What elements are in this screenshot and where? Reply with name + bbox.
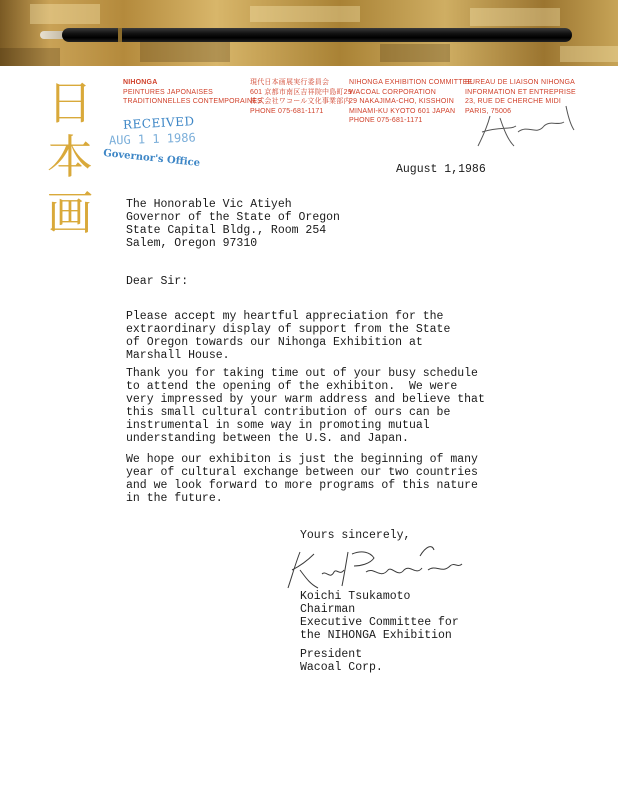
signer-name: Koichi Tsukamoto bbox=[300, 590, 411, 603]
signer-title: Chairman bbox=[300, 603, 356, 616]
letterhead-column-committee bbox=[349, 78, 472, 126]
paragraph-line: in the future. bbox=[126, 492, 223, 505]
corporate-name: Wacoal Corp. bbox=[300, 661, 383, 674]
letterhead-line: WACOAL CORPORATION bbox=[349, 88, 436, 96]
signer-committee-line2: the NIHONGA Exhibition bbox=[300, 629, 452, 642]
paragraph-line: year of cultural exchange between our two countries bbox=[126, 466, 478, 479]
letterhead-line: 株式会社ワコール文化事業部内 bbox=[250, 98, 351, 105]
letterhead-line: BUREAU DE LIAISON NIHONGA bbox=[465, 79, 576, 86]
paragraph-line: to attend the opening of the exhibiton. We were bbox=[126, 380, 458, 393]
paragraph-hope bbox=[126, 453, 526, 505]
paragraph-line: extraordinary display of support from the State bbox=[126, 323, 451, 336]
paragraph-line: Please accept my heartful appreciation for the bbox=[126, 310, 444, 323]
handwritten-signature bbox=[270, 540, 470, 595]
letterhead-line: 29 NAKAJIMA-CHO, KISSHOIN bbox=[349, 98, 454, 105]
calligraphy-brush bbox=[62, 28, 572, 42]
paragraph-appreciation bbox=[126, 310, 526, 362]
letterhead-line: 601 京都市南区吉祥院中島町29 bbox=[250, 88, 352, 96]
paragraph-line: of Oregon towards our Nihonga Exhibition at bbox=[126, 336, 423, 349]
letterhead-line: 23, RUE DE CHERCHE MIDI bbox=[465, 98, 562, 105]
kanji-ga: 画 bbox=[47, 186, 93, 240]
address-line: The Honorable Vic Atiyeh bbox=[126, 198, 292, 211]
corporate-title: President bbox=[300, 648, 363, 661]
letterhead-line: MINAMI-KU KYOTO 601 JAPAN bbox=[349, 107, 456, 115]
received-stamp: RECEIVED bbox=[122, 114, 195, 132]
signer-committee: Executive Committee for bbox=[300, 616, 459, 629]
address-line: Governor of the State of Oregon bbox=[126, 211, 340, 224]
received-stamp-date: AUG 1 1 1986 bbox=[108, 130, 196, 148]
signer-block bbox=[300, 590, 459, 642]
kanji-nichi: 日 bbox=[47, 76, 93, 130]
paragraph-thanks bbox=[126, 367, 526, 445]
letterhead-line: PHONE 075-681-1171 bbox=[250, 107, 324, 115]
salutation: Dear Sir: bbox=[126, 275, 189, 288]
paragraph-line: this small cultural contribution of ours can be bbox=[126, 406, 451, 419]
governors-office-stamp: Governor's Office bbox=[102, 147, 201, 170]
signer-corporate-title bbox=[300, 648, 383, 674]
recipient-address bbox=[126, 198, 340, 250]
paragraph-line: understanding between the U.S. and Japan. bbox=[126, 432, 409, 445]
address-line: State Capital Bldg., Room 254 bbox=[126, 224, 327, 237]
letterhead-column-nihonga bbox=[123, 78, 262, 107]
paragraph-line: Thank you for taking time out of your busy schedule bbox=[126, 367, 478, 380]
closing: Yours sincerely, bbox=[300, 529, 411, 542]
letterhead-column-japanese bbox=[250, 78, 352, 116]
paragraph-line: We hope our exhibiton is just the beginning of many bbox=[126, 453, 478, 466]
handwritten-initials bbox=[470, 96, 580, 156]
address-line: Salem, Oregon 97310 bbox=[126, 237, 258, 250]
letterhead-line: PEINTURES JAPONAISES bbox=[123, 88, 213, 96]
letterhead-line: NIHONGA bbox=[123, 79, 158, 86]
paragraph-line: very impressed by your warm address and believe that bbox=[126, 393, 485, 406]
letterhead-line: 現代日本画展実行委員会 bbox=[250, 79, 330, 86]
gold-leaf-banner bbox=[0, 0, 618, 66]
brush-band bbox=[118, 28, 122, 42]
letterhead-line: PHONE 075-681-1171 bbox=[349, 117, 423, 124]
letterhead-line: INFORMATION ET ENTREPRISE bbox=[465, 88, 576, 96]
paragraph-line: Marshall House. bbox=[126, 349, 230, 362]
paragraph-line: and we look forward to more programs of this nature bbox=[126, 479, 478, 492]
letterhead-line: PARIS, 75006 bbox=[465, 107, 512, 115]
paragraph-line: instrumental in some way in promoting mutual bbox=[126, 419, 430, 432]
letter-date: August 1,1986 bbox=[396, 163, 486, 176]
kanji-hon: 本 bbox=[47, 130, 93, 184]
letterhead-line: TRADITIONNELLES CONTEMPORAINES bbox=[123, 98, 263, 105]
letterhead-line: NIHONGA EXHIBITION COMMITTEE bbox=[349, 79, 473, 86]
